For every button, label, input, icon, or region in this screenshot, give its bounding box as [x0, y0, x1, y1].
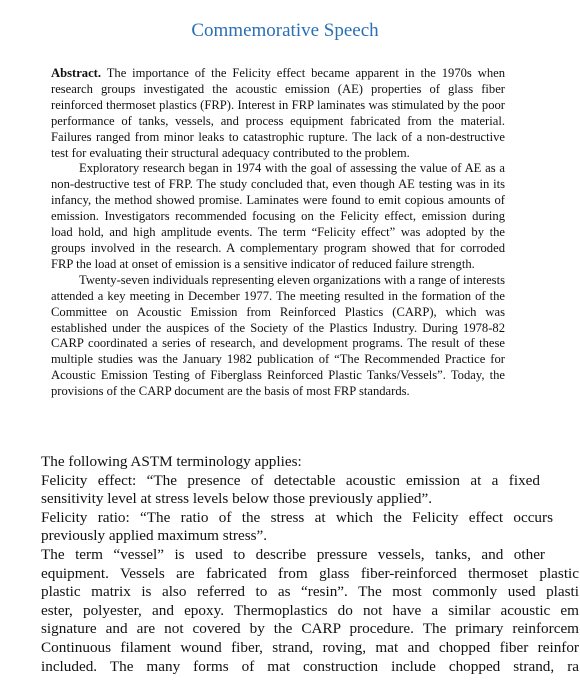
abstract-section: [51, 66, 505, 400]
abstract-label: Abstract.: [51, 66, 102, 80]
vessel-line-7: included. The many forms of mat construction include chopped strand, ra: [41, 657, 579, 675]
vessel-line-6: Continuous filament wound fiber, strand, roving, mat and chopped fiber reinfor: [41, 638, 579, 656]
terminology-section: [41, 453, 580, 676]
felicity-effect-line-1: Felicity effect: “The presence of detectable acoustic emission at a fixed: [41, 471, 540, 489]
vessel-line-4: ester, polyester, and epoxy. Thermoplastics do not have a similar acoustic em: [41, 601, 579, 619]
vessel-line-2: equipment. Vessels are fabricated from glass fiber-reinforced thermoset plastic: [41, 564, 579, 582]
vessel-line-3: plastic matrix is also referred to as “resin”. The most commonly used plasti: [41, 583, 579, 601]
abstract-paragraph-1: [51, 66, 505, 161]
felicity-ratio-line-1: Felicity ratio: “The ratio of the stress at which the Felicity effect occurs: [41, 508, 553, 526]
vessel-line-5: signature and are not covered by the CARP procedure. The primary reinforcem: [41, 620, 579, 638]
abstract-paragraph-3: Twenty-seven individuals representing eleven organizations with a range of interests attended a key meeting in December 1977. The meeting resulted in the formation of the Committee on Acoustic Emission from Reinforced Plastics (CARP), which was established under the auspices of the Society of the Plastics Industry. During 1978-82 CARP coordinated a series of research, and development programs. The result of these multiple studies was the January 1982 publication of “The Recommended Practice for Acoustic Emission Testing of Fiberglass Reinforced Plastic Tanks/Vessels”. Today, the provisions of the CARP document are the basis of most FRP standards.: [51, 272, 505, 399]
abstract-text-1: The importance of the Felicity effect became apparent in the 1970s when research groups investigated the acoustic emission (AE) properties of glass fiber reinforced thermoset plastics (FRP). Interest in FRP laminates was stimulated by the poor performance of tanks, vessels, and process equipment fabricated from the material. Failures ranged from minor leaks to catastrophic rupture. The lack of a non-destructive test for evaluating their structural adequacy contributed to the problem.: [51, 66, 506, 160]
vessel-line-1: The term “vessel” is used to describe pressure vessels, tanks, and other: [41, 545, 545, 563]
terminology-intro: The following ASTM terminology applies:: [41, 453, 302, 470]
abstract-paragraph-2: Exploratory research began in 1974 with the goal of assessing the value of AE as a non-destructive test of FRP. The study concluded that, even though AE testing was in its infancy, the method showed promise. Laminates were found to emit copious amounts of emission. Investigators recommended focusing on the Felicity effect, emission during load hold, and high amplitude events. The term “Felicity effect” was adopted by the groups involved in the research. A complementary program showed that for corroded FRP the load at onset of emission is a sensitive indicator of reduced failure strength.: [51, 161, 505, 271]
page-title: Commemorative Speech: [191, 20, 379, 41]
terminology-viewport: [0, 448, 580, 700]
felicity-ratio-line-2: previously applied maximum stress”.: [41, 527, 268, 545]
felicity-effect-line-2: sensitivity level at stress levels below those previously applied”.: [41, 490, 432, 508]
